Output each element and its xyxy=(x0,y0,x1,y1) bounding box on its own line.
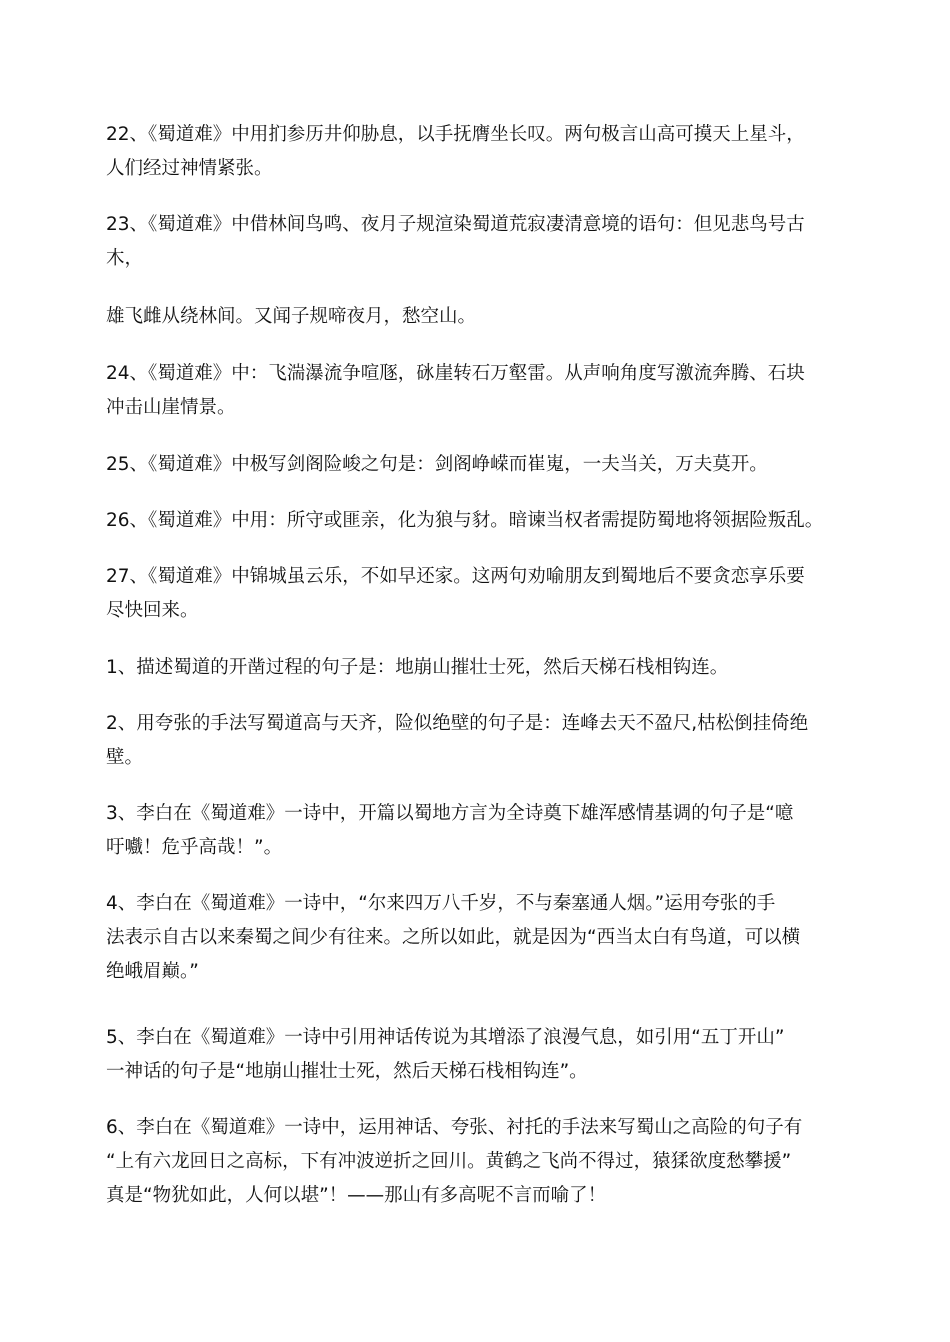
text-line: 真是“物犹如此，人何以堪”！——那山有多高呢不言而喻了！ xyxy=(106,1185,607,1206)
text-line: 法表示自古以来秦蜀之间少有往来。之所以如此，就是因为“西当太白有鸟道，可以横 xyxy=(106,927,801,948)
text-line: “上有六龙回日之高标，下有冲波逆折之回川。黄鹤之飞尚不得过，猿猱欲度愁攀援” xyxy=(106,1151,792,1172)
paragraph-26 xyxy=(106,504,856,538)
text-line: 23、《蜀道难》中借林间鸟鸣、夜月子规渲染蜀道荒寂凄清意境的语句：但见悲鸟号古 xyxy=(106,214,805,235)
text-line: 木， xyxy=(106,248,144,269)
text-line: 4、李白在《蜀道难》一诗中，“尔来四万八千岁，不与秦塞通人烟。”运用夸张的手 xyxy=(106,893,776,914)
text-line: 壁。 xyxy=(106,747,144,768)
paragraph-5 xyxy=(106,1021,856,1089)
text-line: 尽快回来。 xyxy=(106,600,199,621)
text-line: 吁嚱！危乎高哉！”。 xyxy=(106,837,283,858)
text-line: 27、《蜀道难》中锦城虽云乐，不如早还家。这两句劝喻朋友到蜀地后不要贪恋享乐要 xyxy=(106,566,805,587)
paragraph-25 xyxy=(106,448,856,482)
text-line: 5、李白在《蜀道难》一诗中引用神话传说为其增添了浪漫气息，如引用“五丁开山” xyxy=(106,1027,785,1048)
paragraph-1 xyxy=(106,651,856,685)
text-line: 26、《蜀道难》中用：所守或匪亲，化为狼与豺。暗谏当权者需提防蜀地将领据险叛乱。 xyxy=(106,510,824,531)
text-line: 2、用夸张的手法写蜀道高与天齐，险似绝壁的句子是：连峰去天不盈尺,枯松倒挂倚绝 xyxy=(106,713,809,734)
text-line: 25、《蜀道难》中极写剑阁险峻之句是：剑阁峥嵘而崔嵬，一夫当关，万夫莫开。 xyxy=(106,454,768,475)
text-line: 22、《蜀道难》中用扪参历井仰胁息，以手抚膺坐长叹。两句极言山高可摸天上星斗， xyxy=(106,124,805,145)
text-line: 3、李白在《蜀道难》一诗中，开篇以蜀地方言为全诗奠下雄浑感情基调的句子是“噫 xyxy=(106,803,794,824)
paragraph-6 xyxy=(106,1111,856,1213)
paragraph-2 xyxy=(106,707,856,775)
text-line: 绝峨眉巅。” xyxy=(106,961,199,982)
text-line: 人们经过神情紧张。 xyxy=(106,158,273,179)
text-line: 24、《蜀道难》中：飞湍瀑流争喧豗，砯崖转石万壑雷。从声响角度写激流奔腾、石块 xyxy=(106,363,805,384)
text-line: 冲击山崖情景。 xyxy=(106,397,236,418)
paragraph-22 xyxy=(106,118,856,186)
paragraph-24 xyxy=(106,357,856,425)
paragraph-23 xyxy=(106,208,856,276)
text-line: 一神话的句子是“地崩山摧壮士死，然后天梯石栈相钩连”。 xyxy=(106,1061,588,1082)
text-line: 雄飞雌从绕林间。又闻子规啼夜月，愁空山。 xyxy=(106,306,477,327)
text-line: 1、描述蜀道的开凿过程的句子是：地崩山摧壮士死，然后天梯石栈相钩连。 xyxy=(106,657,729,678)
paragraph-23-continued xyxy=(106,300,856,334)
paragraph-27 xyxy=(106,560,856,628)
text-line: 6、李白在《蜀道难》一诗中，运用神话、夸张、衬托的手法来写蜀山之高险的句子有 xyxy=(106,1117,803,1138)
paragraph-4 xyxy=(106,887,856,989)
paragraph-3 xyxy=(106,797,856,865)
